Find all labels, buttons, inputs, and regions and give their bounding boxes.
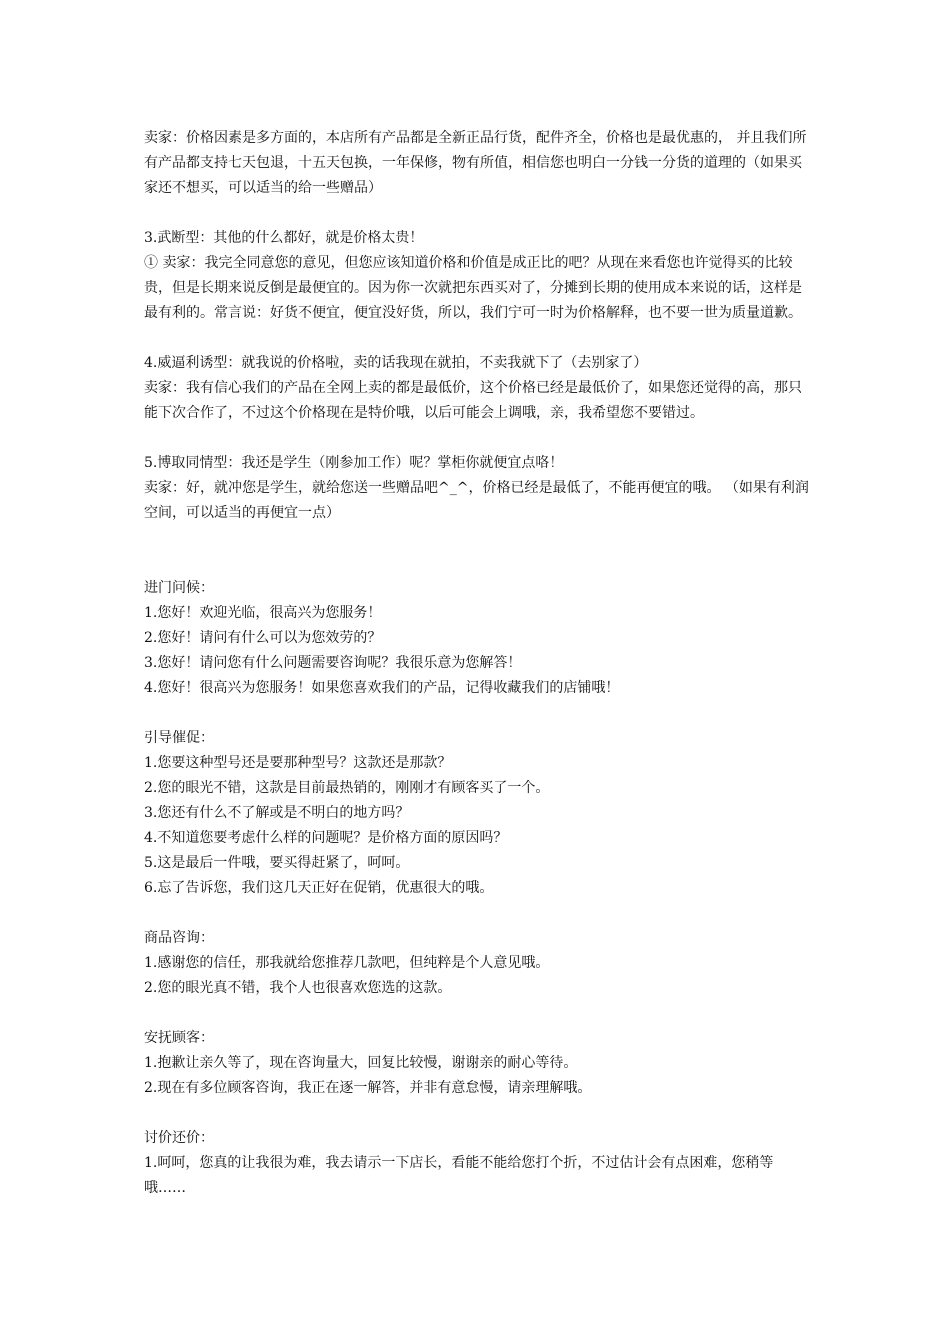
list-item: 1.呵呵，您真的让我很为难，我去请示一下店长，看能不能给您打个折，不过估计会有点困难，您稍等哦……: [144, 1155, 774, 1196]
seller-reply-price-factors: 卖家：价格因素是多方面的，本店所有产品都是全新正品行货，配件齐全，价格也是最优惠的， 并且我们所有产品都支持七天包退，十五天包换，一年保修，物有所值，相信您也明白一分钱一分货的道理的（如果买家还不想买，可以适当的给一些赠品）: [144, 130, 807, 196]
document-page: [144, 126, 812, 1201]
list-item: 2.现在有多位顾客咨询，我正在逐一解答，并非有意怠慢，请亲理解哦。: [144, 1080, 592, 1096]
seller-reply-arbitrary: ① 卖家：我完全同意您的意见，但您应该知道价格和价值是成正比的吧？从现在来看您也许觉得买的比较贵，但是长期来说反倒是最便宜的。因为你一次就把东西买对了，分摊到长期的使用成本来说的话，这样是最有利的。常言说：好货不便宜，便宜没好货，所以，我们宁可一时为价格解释，也不要一世为质量道歉。: [144, 255, 802, 321]
spacer: [144, 1001, 812, 1026]
objection-heading-arbitrary: 3.武断型：其他的什么都好，就是价格太贵！: [144, 230, 424, 246]
spacer: [144, 326, 812, 351]
spacer: [144, 201, 812, 226]
section-title-soothe: 安抚顾客：: [144, 1030, 214, 1046]
list-item: 6.忘了告诉您，我们这几天正好在促销，优惠很大的哦。: [144, 880, 494, 896]
section-title-greeting: 进门问候：: [144, 580, 214, 596]
list-item: 1.感谢您的信任，那我就给您推荐几款吧，但纯粹是个人意见哦。: [144, 955, 550, 971]
section-title-urge: 引导催促：: [144, 730, 214, 746]
list-item: 1.您好！欢迎光临，很高兴为您服务！: [144, 605, 382, 621]
list-item: 4.您好！很高兴为您服务！如果您喜欢我们的产品，记得收藏我们的店铺哦！: [144, 680, 620, 696]
list-item: 3.您好！请问您有什么问题需要咨询呢？我很乐意为您解答！: [144, 655, 522, 671]
section-title-consult: 商品咨询：: [144, 930, 214, 946]
list-item: 4.不知道您要考虑什么样的问题呢？是价格方面的原因吗？: [144, 830, 508, 846]
list-item: 1.抱歉让亲久等了，现在咨询量大，回复比较慢，谢谢亲的耐心等待。: [144, 1055, 578, 1071]
list-item: 3.您还有什么不了解或是不明白的地方吗？: [144, 805, 410, 821]
list-item: 1.您要这种型号还是要那种型号？这款还是那款？: [144, 755, 452, 771]
list-item: 2.您的眼光真不错，我个人也很喜欢您选的这款。: [144, 980, 452, 996]
objection-heading-pressure: 4.威逼利诱型：就我说的价格啦，卖的话我现在就拍，不卖我就下了（去别家了）: [144, 355, 648, 371]
list-item: 5.这是最后一件哦，要买得赶紧了，呵呵。: [144, 855, 410, 871]
seller-reply-sympathy: 卖家：好，就冲您是学生，就给您送一些赠品吧^_^，价格已经是最低了，不能再便宜的哦。 （如果有利润空间，可以适当的再便宜一点）: [144, 480, 809, 521]
spacer: [144, 901, 812, 926]
spacer: [144, 426, 812, 451]
seller-reply-pressure: 卖家：我有信心我们的产品在全网上卖的都是最低价，这个价格已经是最低价了，如果您还觉得的高，那只能下次合作了，不过这个价格现在是特价哦，以后可能会上调哦，亲，我希望您不要错过。: [144, 380, 802, 421]
spacer: [144, 526, 812, 576]
spacer: [144, 1101, 812, 1126]
objection-heading-sympathy: 5.博取同情型：我还是学生（刚参加工作）呢？掌柜你就便宜点咯！: [144, 455, 564, 471]
list-item: 2.您好！请问有什么可以为您效劳的？: [144, 630, 382, 646]
section-title-bargain: 讨价还价：: [144, 1130, 214, 1146]
list-item: 2.您的眼光不错，这款是目前最热销的，刚刚才有顾客买了一个。: [144, 780, 550, 796]
spacer: [144, 701, 812, 726]
